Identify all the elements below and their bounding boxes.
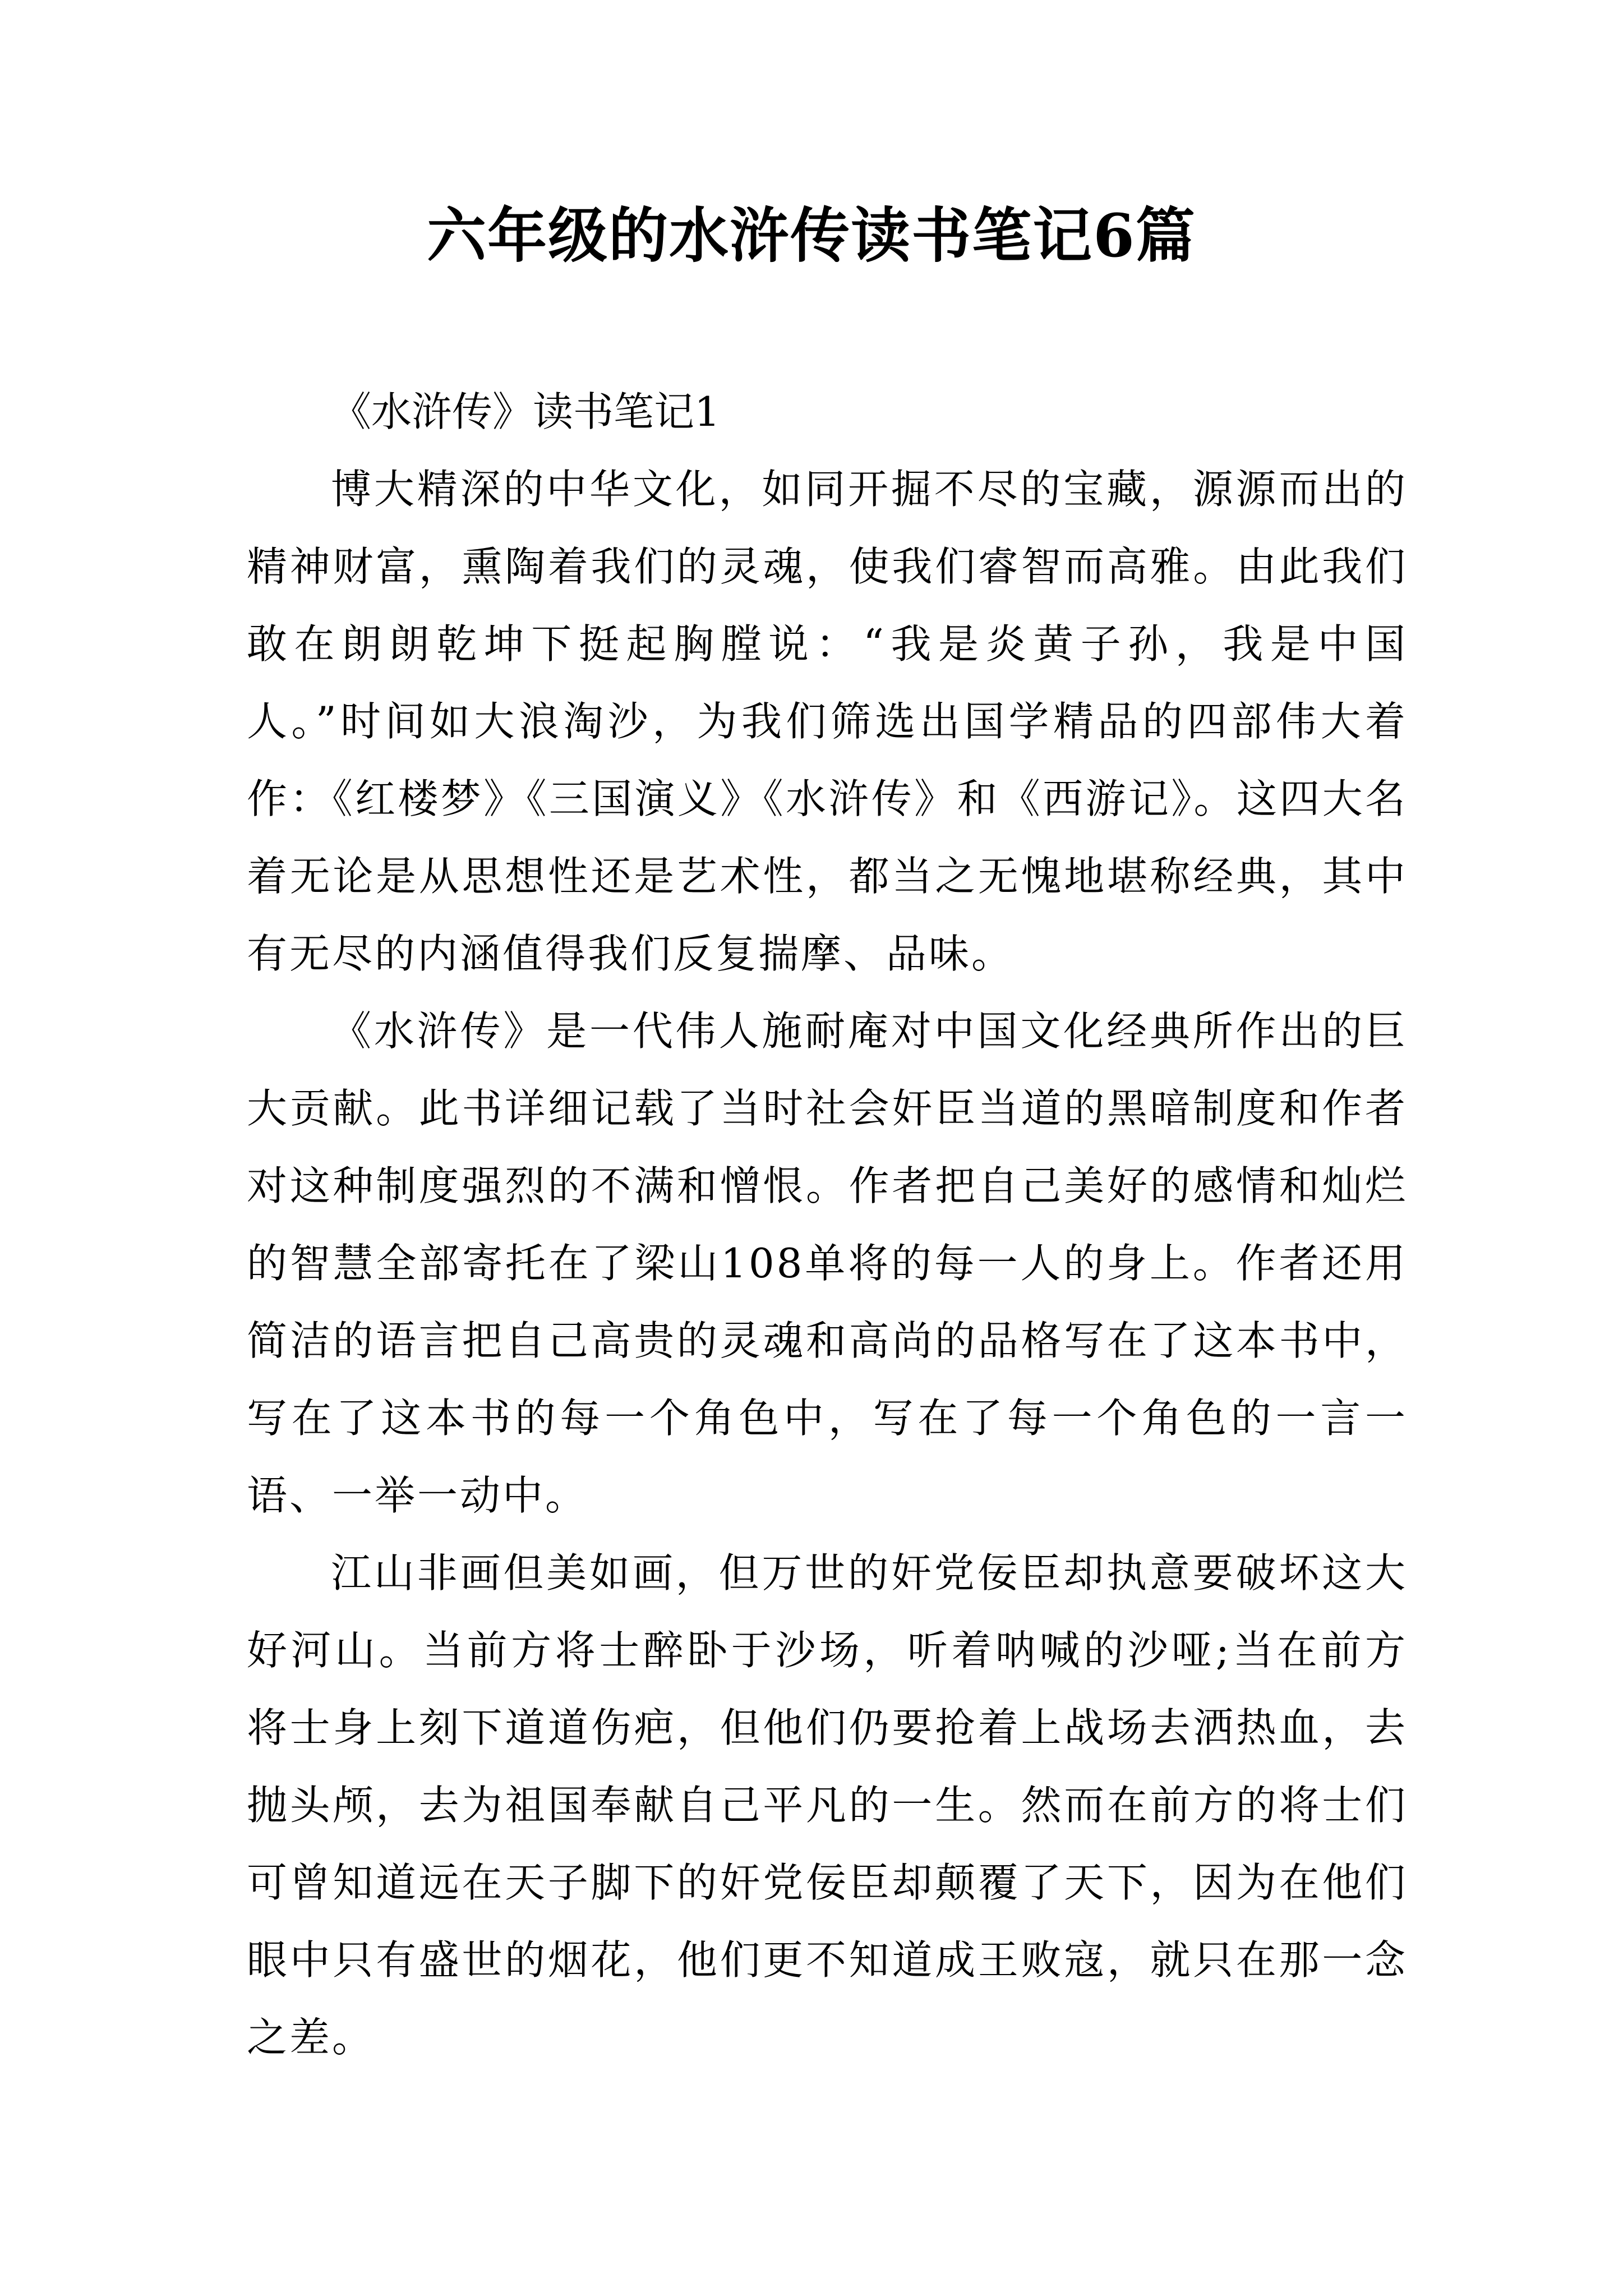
- section-heading: 《水浒传》读书笔记1: [331, 388, 720, 435]
- paragraph-1: 博大精深的中华文化，如同开掘不尽的宝藏，源源而出的精神财富，熏陶着我们的灵魂，使我们睿智而高雅。由此我们敢在朗朗乾坤下挺起胸膛说：“我是炎黄子孙，我是中国人。”时间如大浪淘沙，为我们筛选出国学精品的四部伟大着作：《红楼梦》《三国演义》《水浒传》和《西游记》。这四大名着无论是从思想性还是艺术性，都当之无愧地堪称经典，其中有无尽的内涵值得我们反复揣摩、品味。: [247, 466, 1408, 977]
- paragraph-2: 《水浒传》是一代伟人施耐庵对中国文化经典所作出的巨大贡献。此书详细记载了当时社会奸臣当道的黑暗制度和作者对这种制度强烈的不满和憎恨。作者把自己美好的感情和灿烂的智慧全部寄托在了梁山108单将的每一人的身上。作者还用简洁的语言把自己高贵的灵魂和高尚的品格写在了这本书中，写在了这本书的每一个角色中，写在了每一个角色的一言一语、一举一动中。: [247, 1007, 1408, 1519]
- paragraph-3: 江山非画但美如画，但万世的奸党佞臣却执意要破坏这大好河山。当前方将士醉卧于沙场，听着呐喊的沙哑;当在前方将士身上刻下道道伤疤，但他们仍要抢着上战场去洒热血，去抛头颅，去为祖国奉献自己平凡的一生。然而在前方的将士们可曾知道远在天子脚下的奸党佞臣却颠覆了天下，因为在他们眼中只有盛世的烟花，他们更不知道成王败寇，就只在那一念之差。: [247, 1549, 1408, 2061]
- document-title: 六年级的水浒传读书笔记6篇: [427, 200, 1196, 270]
- document-body: [247, 373, 1408, 2076]
